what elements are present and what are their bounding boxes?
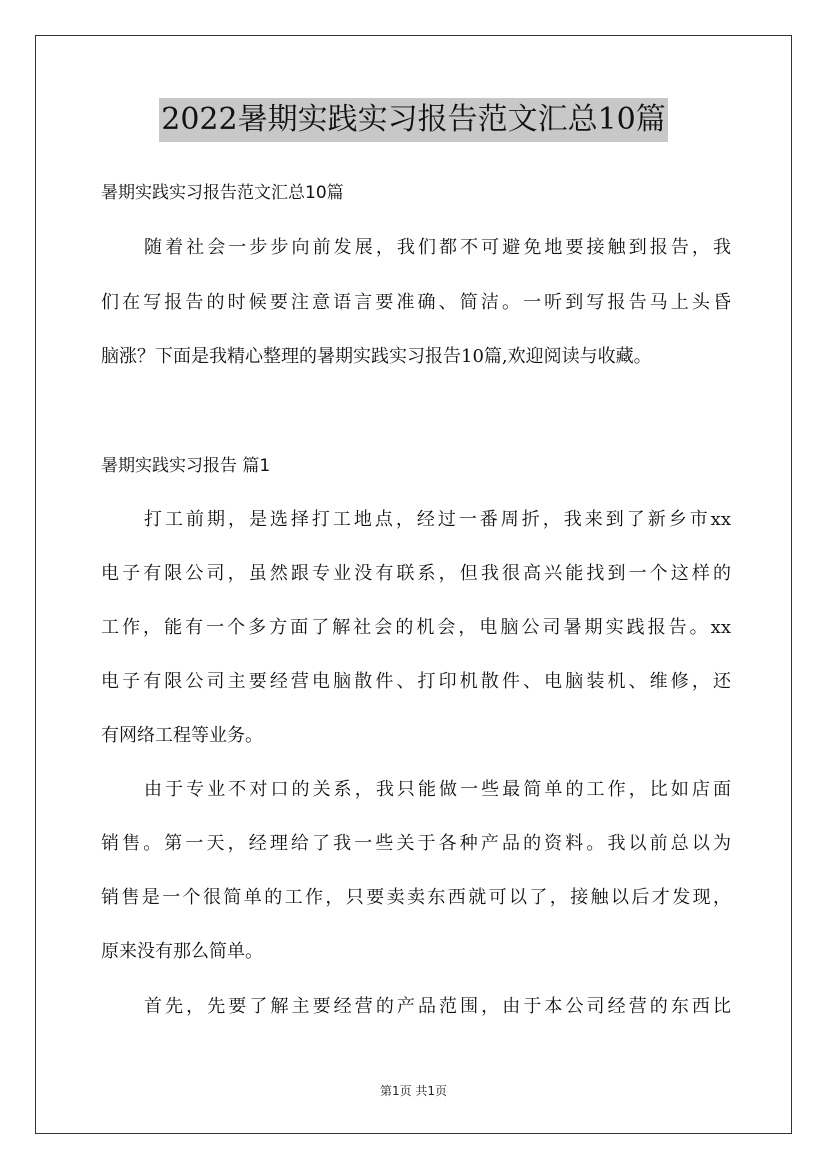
para1-line-5: 有网络工程等业务。: [101, 725, 263, 746]
intro-line-1: 随着社会一步步向前发展，我们都不可避免地要接触到报告，我: [144, 237, 731, 258]
intro-line-2: 们在写报告的时候要注意语言要准确、简洁。一听到写报告马上头昏: [101, 292, 731, 313]
intro-line-3: 脑涨？下面是我精心整理的暑期实践实习报告10篇,欢迎阅读与收藏。: [101, 346, 652, 367]
document-title: 2022暑期实践实习报告范文汇总10篇: [159, 98, 668, 142]
para2-line-3: 销售是一个很简单的工作，只要卖卖东西就可以了，接触以后才发现，: [101, 887, 731, 908]
para1-line-4: 电子有限公司主要经营电脑散件、打印机散件、电脑装机、维修，还: [101, 671, 731, 692]
para2-line-4: 原来没有那么简单。: [101, 941, 263, 962]
title-container: [0, 98, 827, 142]
para1-line-2: 电子有限公司，虽然跟专业没有联系，但我很高兴能找到一个这样的: [101, 563, 731, 584]
para1-line-1: 打工前期，是选择打工地点，经过一番周折，我来到了新乡市xx: [144, 509, 731, 530]
section-heading: 暑期实践实习报告 篇1: [101, 456, 271, 476]
para1-line-3: 工作，能有一个多方面了解社会的机会，电脑公司暑期实践报告。xx: [101, 617, 731, 638]
page-footer: 第1页 共1页: [379, 1084, 448, 1098]
para3-line-1: 首先，先要了解主要经营的产品范围，由于本公司经营的东西比: [144, 996, 731, 1017]
para2-line-1: 由于专业不对口的关系，我只能做一些最简单的工作，比如店面: [144, 779, 731, 800]
para2-line-2: 销售。第一天，经理给了我一些关于各种产品的资料。我以前总以为: [101, 833, 731, 854]
document-subtitle: 暑期实践实习报告范文汇总10篇: [101, 183, 344, 203]
